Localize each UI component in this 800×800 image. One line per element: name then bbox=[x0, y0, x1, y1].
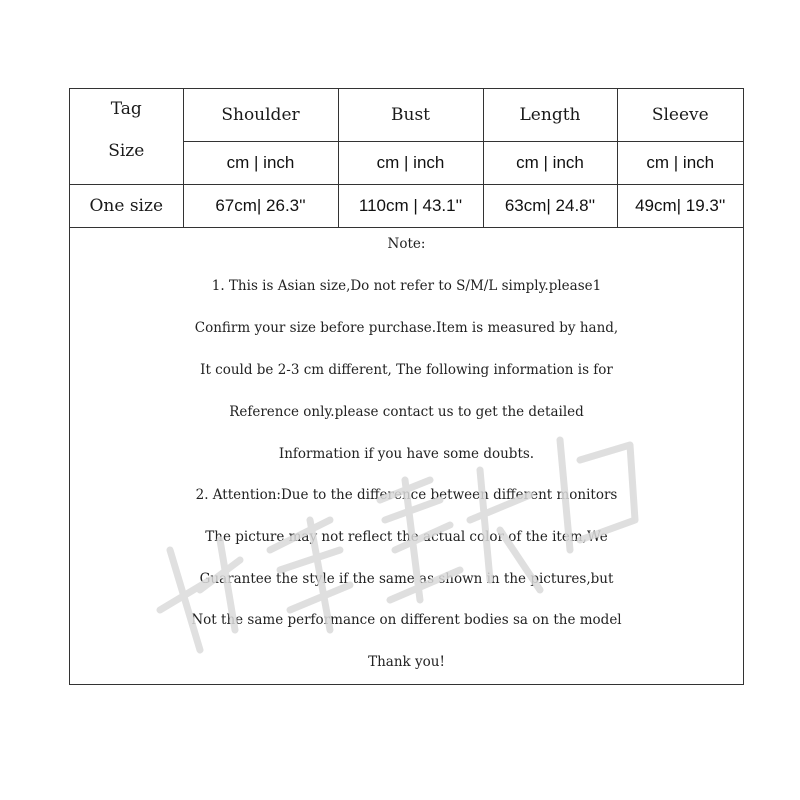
note-line: Guarantee the style if the same as shown in the pictures,but bbox=[199, 571, 614, 587]
size-label: Size bbox=[108, 141, 145, 161]
note-line: The picture may not reflect the actual color of the item,We bbox=[205, 529, 608, 545]
note-line: 1. This is Asian size,Do not refer to S/M/L simply.please1 bbox=[211, 278, 602, 294]
row-label-one-size: One size bbox=[70, 184, 183, 227]
tag-label: Tag bbox=[110, 99, 142, 119]
value-length: 63cm| 24.8'' bbox=[483, 184, 617, 227]
size-chart bbox=[69, 88, 744, 685]
unit-label-sleeve: cm | inch bbox=[617, 141, 743, 184]
note-line: Confirm your size before purchase.Item is measured by hand, bbox=[194, 320, 619, 336]
tag-size-header bbox=[70, 89, 183, 184]
column-header-bust: Bust bbox=[338, 89, 483, 141]
column-header-shoulder: Shoulder bbox=[183, 89, 338, 141]
note-thanks: Thank you! bbox=[368, 654, 445, 670]
value-sleeve: 49cm| 19.3'' bbox=[617, 184, 743, 227]
value-bust: 110cm | 43.1'' bbox=[338, 184, 483, 227]
note-line: Reference only.please contact us to get the detailed bbox=[229, 404, 584, 420]
note-line: It could be 2-3 cm different, The following information is for bbox=[200, 362, 613, 378]
unit-label-bust: cm | inch bbox=[338, 141, 483, 184]
note-line: Information if you have some doubts. bbox=[278, 446, 535, 462]
column-header-sleeve: Sleeve bbox=[617, 89, 743, 141]
note-line: Not the same performance on different bodies sa on the model bbox=[191, 612, 622, 628]
note-heading: Note: bbox=[387, 236, 426, 252]
unit-label-shoulder: cm | inch bbox=[183, 141, 338, 184]
size-table bbox=[70, 89, 743, 228]
unit-label-length: cm | inch bbox=[483, 141, 617, 184]
column-header-length: Length bbox=[483, 89, 617, 141]
note-line: 2. Attention:Due to the difference between different monitors bbox=[195, 487, 618, 503]
value-shoulder: 67cm| 26.3'' bbox=[183, 184, 338, 227]
